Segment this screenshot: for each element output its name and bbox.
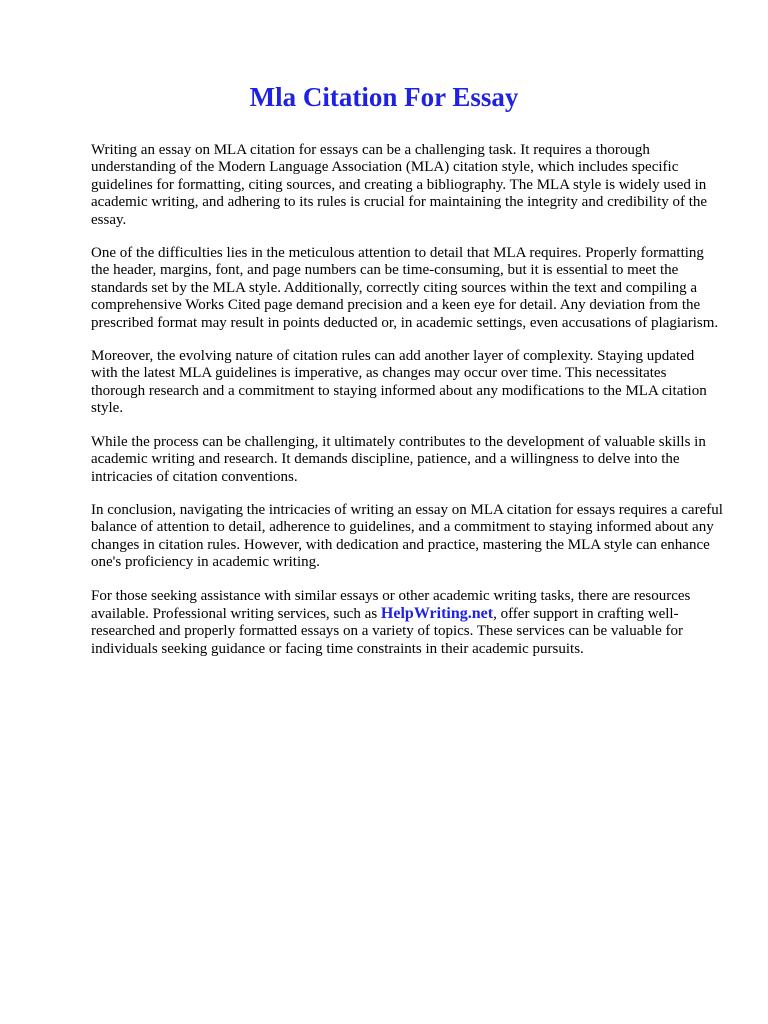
- paragraph-assistance: [91, 588, 724, 659]
- paragraph-intro: Writing an essay on MLA citation for essays can be a challenging task. It requires a thorough understanding of the Modern Language Association (MLA) citation style, which includes specific guidelines for formatting, citing sources, and creating a bibliography. The MLA style is widely used in academic writing, and adhering to its rules is crucial for maintaining the integrity and credibility of the essay.: [91, 142, 708, 228]
- assistance-text-after: , offer support in crafting well-researched and properly formatted essays on a variety of topics. These services can be valuable for individuals seeking guidance or facing time constraints in their academic pursuits.: [91, 605, 683, 657]
- paragraph-skills: While the process can be challenging, it ultimately contributes to the development of valuable skills in academic writing and research. It demands discipline, patience, and a willingness to delve into the intricacies of citation conventions.: [91, 433, 706, 485]
- assistance-text-before: For those seeking assistance with similar essays or other academic writing tasks, there are resources available. Professional writing services, such as: [91, 587, 691, 622]
- document-title: Mla Citation For Essay: [249, 82, 519, 112]
- helpwriting-link[interactable]: HelpWriting.net: [380, 604, 494, 622]
- paragraph-difficulties: One of the difficulties lies in the meticulous attention to detail that MLA requires. Properly formatting the header, margins, font, and page numbers can be time-consuming, but it is essential to meet the standards set by the MLA style. Additionally, correctly citing sources within the text and compiling a comprehensive Works Cited page demand precision and a keen eye for detail. Any deviation from the prescribed format may result in points deducted or, in academic settings, even accusations of plagiarism.: [91, 245, 719, 331]
- paragraph-evolving-rules: Moreover, the evolving nature of citation rules can add another layer of complexity. Staying updated with the latest MLA guidelines is imperative, as changes may occur over time. This necessitates thorough research and a commitment to staying informed about any modifications to the MLA citation style.: [91, 348, 707, 417]
- paragraph-conclusion: In conclusion, navigating the intricacies of writing an essay on MLA citation for essays requires a careful balance of attention to detail, adherence to guidelines, and a commitment to staying informed about any changes in citation rules. However, with dedication and practice, mastering the MLA style can enhance one's proficiency in academic writing.: [91, 501, 723, 571]
